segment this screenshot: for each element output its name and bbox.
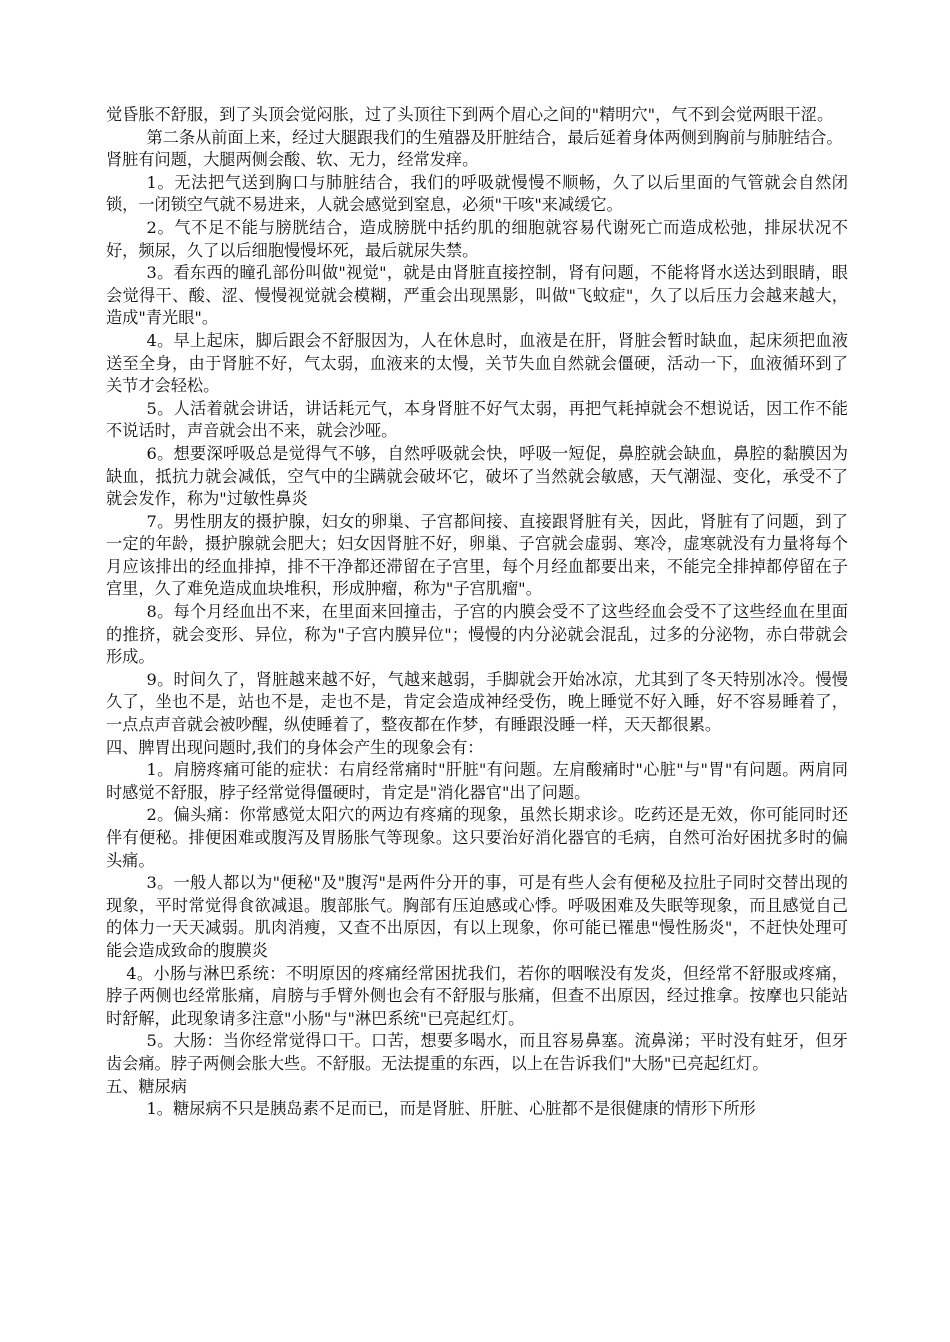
section-heading: 四、脾胃出现问题时,我们的身体会产生的现象会有： bbox=[106, 737, 484, 757]
document-body bbox=[106, 104, 848, 1121]
list-item: 1。糖尿病不只是胰岛素不足而已，而是肾脏、肝脏、心脏都不是很健康的情形下所形 bbox=[146, 1099, 756, 1119]
section-heading: 五、糖尿病 bbox=[106, 1076, 187, 1096]
list-item: 1。肩膀疼痛可能的症状：右肩经常痛时"肝脏"有问题。左肩酸痛时"心脏"与"胃"有问题。两肩同时感觉不舒服，脖子经常觉得僵硬时，肯定是"消化器官"出了问题。 bbox=[106, 760, 848, 802]
list-item: 9。时间久了，肾脏越来越不好，气越来越弱，手脚就会开始冰凉，尤其到了冬天特别冰冷。慢慢久了，坐也不是，站也不是，走也不是，肯定会造成神经受伤，晚上睡觉不好入睡，好不容易睡着了，一点点声音就会被吵醒，纵使睡着了，整夜都在作梦，有睡跟没睡一样，天天都很累。 bbox=[106, 669, 848, 735]
list-item: 3。一般人都以为"便秘"及"腹泻"是两件分开的事，可是有些人会有便秘及拉肚子同时交替出现的现象，平时常觉得食欲减退。腹部胀气。胸部有压迫感或心悸。呼吸困难及失眠等现象，而且感觉自己的体力一天天减弱。肌肉消瘦，又查不出原因，有以上现象，你可能已罹患"慢性肠炎"，不赶快处理可能会造成致命的腹膜炎 bbox=[106, 873, 848, 960]
list-item: 5。大肠：当你经常觉得口干。口苦，想要多喝水，而且容易鼻塞。流鼻涕；平时没有蛀牙，但牙齿会痛。脖子两侧会胀大些。不舒服。无法提重的东西，以上在告诉我们"大肠"已亮起红灯。 bbox=[106, 1031, 848, 1073]
paragraph: 觉昏胀不舒服，到了头顶会觉闷胀，过了头顶往下到两个眉心之间的"精明穴"，气不到会觉两眼干涩。 bbox=[106, 105, 834, 124]
list-item: 2。偏头痛：你常感觉太阳穴的两边有疼痛的现象，虽然长期求诊。吃药还是无效，你可能同时还伴有便秘。排便困难或腹泻及胃肠胀气等现象。这只要治好消化器官的毛病，自然可治好困扰多时的偏头痛。 bbox=[106, 805, 848, 870]
list-item: 4。早上起床，脚后跟会不舒服因为，人在休息时，血液是在肝，肾脏会暂时缺血，起床须把血液送至全身，由于肾脏不好，气太弱，血液来的太慢，关节失血自然就会僵硬，活动一下，血液循环到了关节才会轻松。 bbox=[106, 330, 848, 396]
list-item: 2。气不足不能与膀胱结合，造成膀胱中括约肌的细胞就容易代谢死亡而造成松弛，排尿状况不好，频尿，久了以后细胞慢慢坏死，最后就尿失禁。 bbox=[106, 217, 848, 260]
list-item: 4。小肠与淋巴系统：不明原因的疼痛经常困扰我们，若你的咽喉没有发炎，但经常不舒服或疼痛，脖子两侧也经常胀痛，肩膀与手臂外侧也会有不舒服与胀痛，但查不出原因，经过推拿。按摩也只能站时舒解，此现象请多注意"小肠"与"淋巴系统"已亮起红灯。 bbox=[106, 963, 848, 1028]
list-item: 7。男性朋友的摄护腺，妇女的卵巢、子宫都间接、直接跟肾脏有关，因此，肾脏有了问题，到了一定的年龄，摄护腺就会肥大；妇女因肾脏不好，卵巢、子宫就会虚弱、寒冷，虚寒就没有力量将每个月应该排出的经血排掉，排不干净都还滞留在子宫里，每个月经血都要出来，不能完全排掉都停留在子宫里，久了难免造成血块堆积，形成肿瘤，称为"子宫肌瘤"。 bbox=[106, 511, 848, 599]
paragraph: 肾脏有问题，大腿两侧会酸、软、无力，经常发痒。 bbox=[106, 150, 479, 170]
list-item: 8。每个月经血出不来，在里面来回撞击，子宫的内膜会受不了这些经血会受不了这些经血在里面的推挤，就会变形、异位，称为"子宫内膜异位"；慢慢的内分泌就会混乱，过多的分泌物，赤白带就会形成。 bbox=[106, 602, 848, 667]
paragraph: 第二条从前面上来，经过大腿跟我们的生殖器及肝脏结合，最后延着身体两侧到胸前与肺脏结合。 bbox=[146, 127, 843, 147]
list-item: 3。看东西的瞳孔部份叫做"视觉"，就是由肾脏直接控制，肾有问题，不能将肾水送达到眼睛，眼会觉得干、酸、涩、慢慢视觉就会模糊，严重会出现黑影，叫做"飞蚊症"，久了以后压力会越来越大，造成"青光眼"。 bbox=[106, 263, 848, 328]
list-item: 5。人活着就会讲话，讲话耗元气，本身肾脏不好气太弱，再把气耗掉就会不想说话，因工作不能不说话时，声音就会出不来，就会沙哑。 bbox=[106, 398, 848, 441]
list-item: 6。想要深呼吸总是觉得气不够，自然呼吸就会快，呼吸一短促，鼻腔就会缺血，鼻腔的黏膜因为缺血，抵抗力就会减低，空气中的尘蹒就会破坏它，破坏了当然就会敏感，天气潮湿、变化，承受不了就会发作，称为"过敏性鼻炎 bbox=[106, 443, 848, 509]
list-item: 1。无法把气送到胸口与肺脏结合，我们的呼吸就慢慢不顺畅，久了以后里面的气管就会自然闭锁，一闭锁空气就不易进来，人就会感觉到窒息，必须"干咳"来减缓它。 bbox=[106, 172, 848, 215]
